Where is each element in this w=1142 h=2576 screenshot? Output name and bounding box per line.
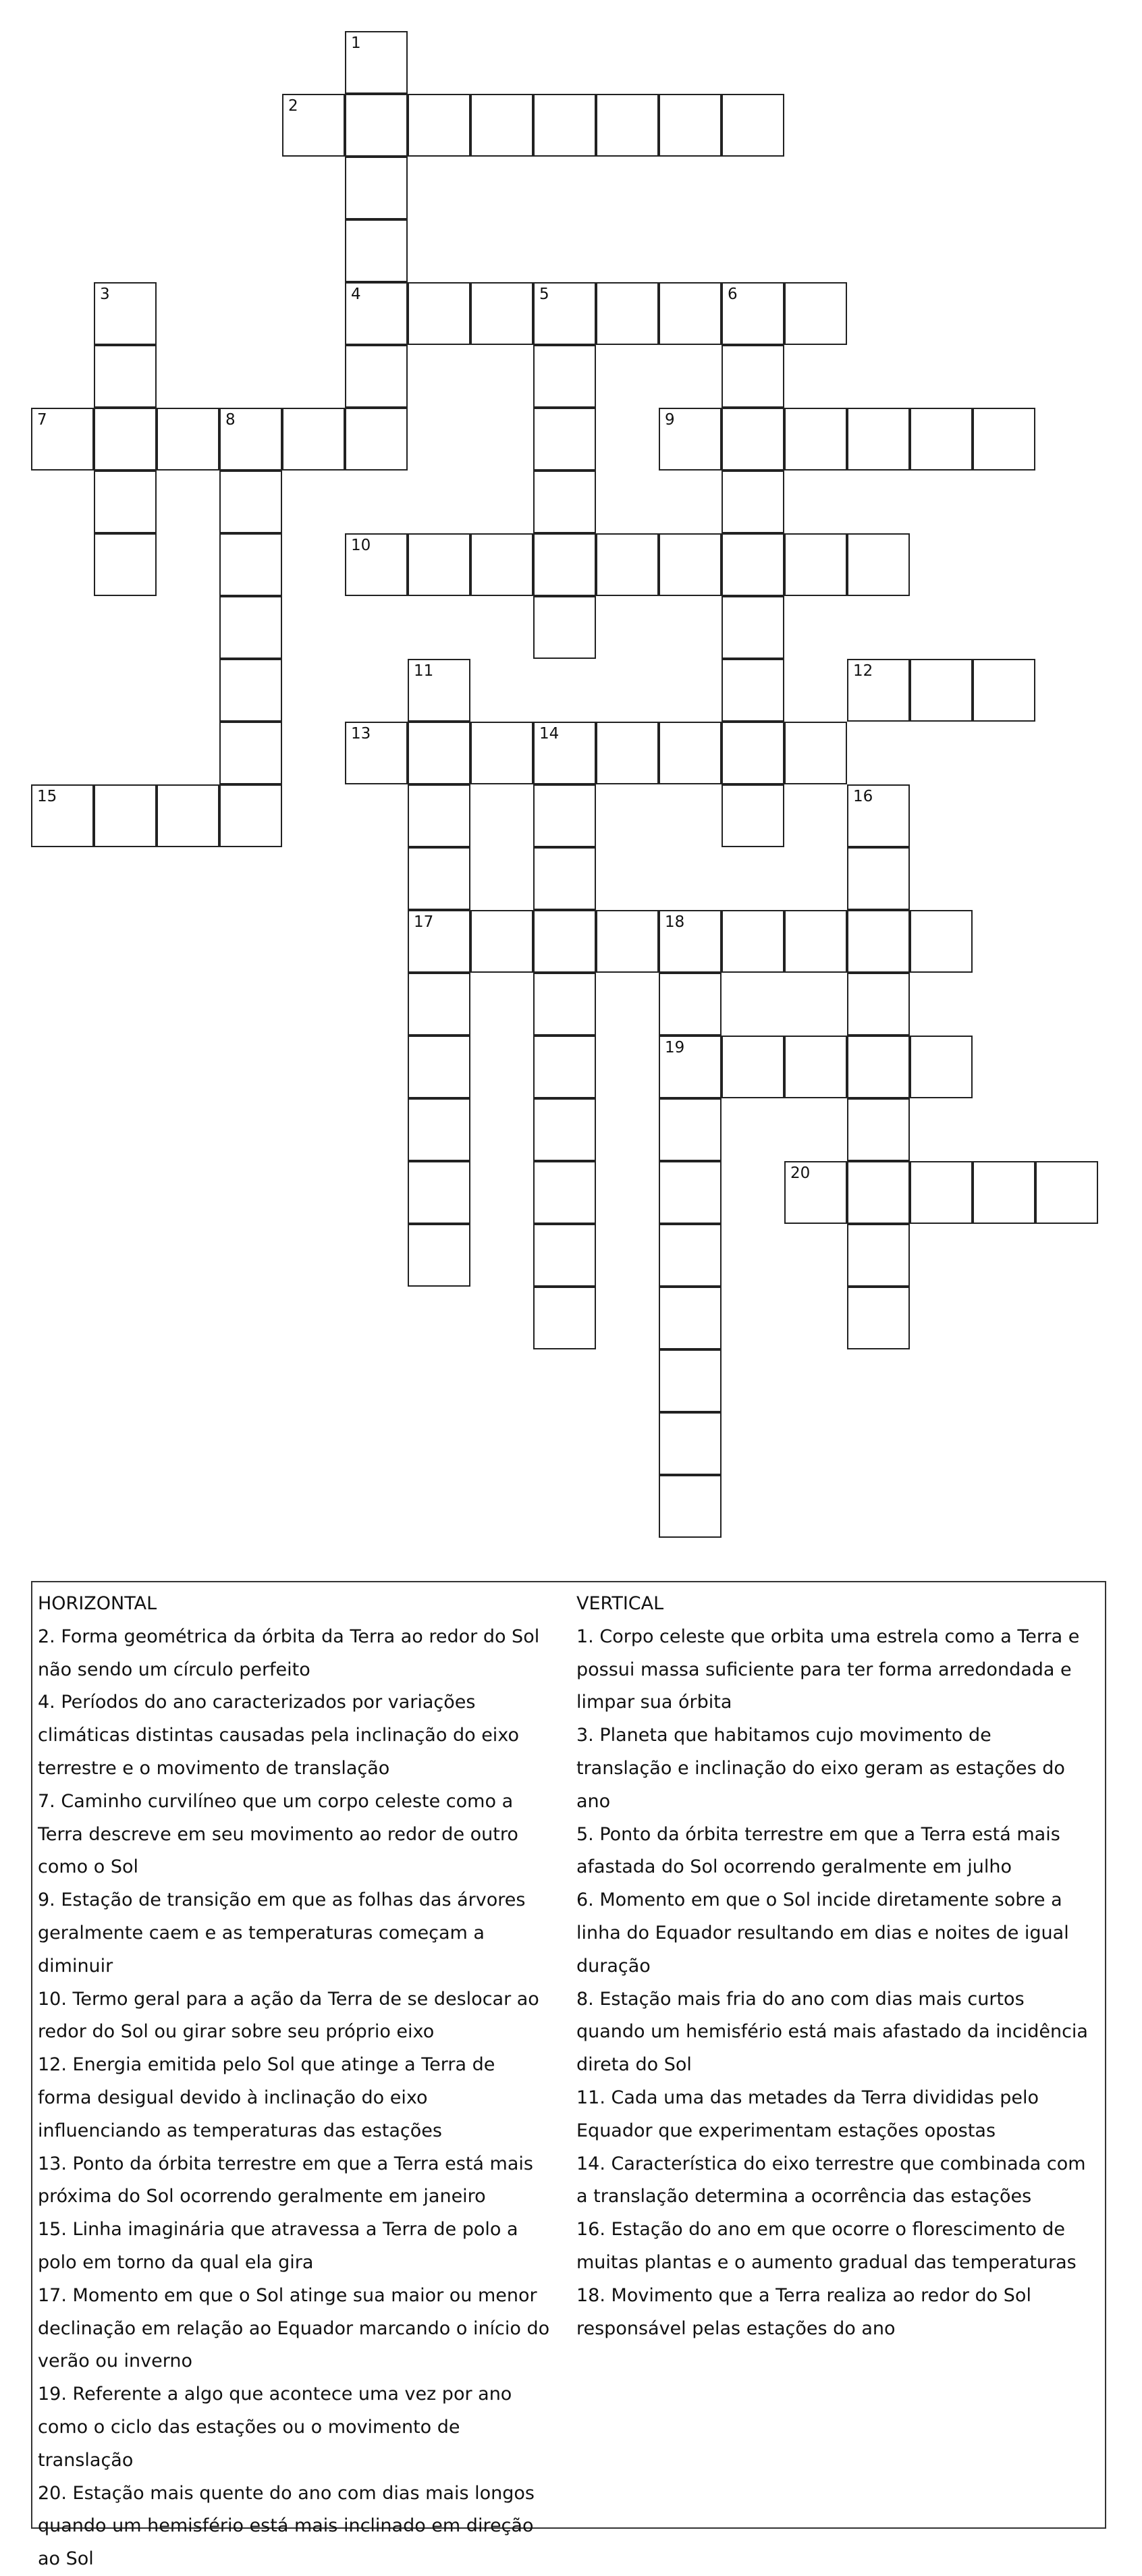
clue-text: 8. Estação mais fria do ano com dias mais curtos quando um hemisfério está mais afastado da incidência direta do Sol	[576, 1988, 1088, 2076]
grid-cell[interactable]	[533, 722, 596, 784]
grid-cell[interactable]	[659, 1475, 722, 1538]
clue-text: 17. Momento em que o Sol atinge sua maior ou menor declinação em relação ao Equador marcando o início do verão ou inverno	[38, 2284, 550, 2372]
grid-cell[interactable]	[784, 910, 847, 973]
grid-cell[interactable]	[408, 847, 470, 910]
vertical-clues-column	[576, 1588, 1089, 2345]
clues-box	[31, 1581, 1106, 2570]
grid-cell[interactable]	[345, 345, 408, 408]
grid-cell[interactable]	[659, 1412, 722, 1475]
grid-cell[interactable]	[973, 408, 1035, 471]
grid-cell[interactable]	[659, 1349, 722, 1412]
grid-cell[interactable]	[408, 1224, 470, 1287]
clue-number: 6	[728, 286, 738, 303]
clue-text: 9. Estação de transição em que as folhas das árvores geralmente caem e as temperaturas começam a diminuir	[38, 1889, 526, 1977]
grid-cell[interactable]	[470, 282, 533, 345]
horizontal-clues-column	[38, 1588, 551, 2576]
grid-cell[interactable]	[847, 910, 910, 973]
clue-number: 2	[288, 97, 298, 115]
grid-cell[interactable]	[219, 408, 282, 471]
grid-cell[interactable]	[408, 1036, 470, 1098]
grid-cell[interactable]	[408, 282, 470, 345]
vertical-heading: VERTICAL	[576, 1593, 664, 1614]
grid-cell[interactable]	[31, 408, 94, 471]
grid-cell[interactable]	[94, 345, 157, 408]
clue-number: 18	[665, 913, 685, 931]
grid-cell[interactable]	[596, 722, 659, 784]
grid-cell[interactable]	[722, 659, 784, 722]
clue-text: 6. Momento em que o Sol incide diretamente sobre a linha do Equador resultando em dias e noites de igual duração	[576, 1889, 1069, 1977]
clue-text: 15. Linha imaginária que atravessa a Terra de polo a polo em torno da qual ela gira	[38, 2219, 518, 2273]
grid-cell[interactable]	[470, 910, 533, 973]
grid-cell[interactable]	[94, 282, 157, 345]
grid-cell[interactable]	[784, 533, 847, 596]
grid-cell[interactable]	[282, 408, 345, 471]
clue-number: 4	[351, 286, 361, 303]
grid-cell[interactable]	[94, 533, 157, 596]
grid-cell[interactable]	[408, 94, 470, 157]
grid-cell[interactable]	[408, 533, 470, 596]
clue-number: 3	[100, 286, 110, 303]
clue-number: 1	[351, 34, 361, 52]
grid-cell[interactable]	[784, 408, 847, 471]
grid-cell[interactable]	[847, 973, 910, 1036]
grid-cell[interactable]	[1035, 1161, 1098, 1224]
grid-cell[interactable]	[408, 722, 470, 784]
grid-cell[interactable]	[533, 847, 596, 910]
grid-cell[interactable]	[533, 1036, 596, 1098]
clue-text: 10. Termo geral para a ação da Terra de se deslocar ao redor do Sol ou girar sobre seu próprio eixo	[38, 1988, 539, 2043]
clue-number: 10	[351, 537, 371, 554]
grid-cell[interactable]	[596, 533, 659, 596]
grid-cell[interactable]	[533, 596, 596, 659]
grid-cell[interactable]	[910, 1161, 973, 1224]
grid-cell[interactable]	[345, 533, 408, 596]
clue-text: 4. Períodos do ano caracterizados por variações climáticas distintas causadas pela inclinação do eixo terrestre e o movimento de translação	[38, 1692, 519, 1779]
clue-text: 2. Forma geométrica da órbita da Terra ao redor do Sol não sendo um círculo perfeito	[38, 1626, 540, 1680]
grid-cell[interactable]	[408, 910, 470, 973]
grid-cell[interactable]	[847, 1287, 910, 1349]
grid-cell[interactable]	[408, 659, 470, 722]
grid-cell[interactable]	[219, 596, 282, 659]
grid-cell[interactable]	[659, 1098, 722, 1161]
grid-cell[interactable]	[722, 910, 784, 973]
grid-cell[interactable]	[847, 1161, 910, 1224]
clue-number: 13	[351, 725, 371, 743]
clue-text: 14. Característica do eixo terrestre que combinada com a translação determina a ocorrência das estações	[576, 2153, 1086, 2207]
grid-cell[interactable]	[31, 784, 94, 847]
grid-cell[interactable]	[345, 722, 408, 784]
grid-cell[interactable]	[533, 973, 596, 1036]
clue-number: 14	[539, 725, 560, 743]
grid-cell[interactable]	[722, 408, 784, 471]
grid-cell[interactable]	[847, 659, 910, 722]
grid-cell[interactable]	[533, 1224, 596, 1287]
grid-cell[interactable]	[847, 847, 910, 910]
horizontal-heading: HORIZONTAL	[38, 1593, 157, 1614]
grid-cell[interactable]	[533, 1098, 596, 1161]
grid-cell[interactable]	[722, 722, 784, 784]
grid-cell[interactable]	[784, 1161, 847, 1224]
clue-number: 15	[37, 788, 57, 805]
clue-number: 12	[853, 662, 873, 680]
grid-cell[interactable]	[408, 784, 470, 847]
grid-cell[interactable]	[910, 659, 973, 722]
clue-text: 18. Movimento que a Terra realiza ao redor do Sol responsável pelas estações do ano	[576, 2284, 1031, 2339]
clue-number: 8	[225, 411, 236, 429]
clue-number: 20	[790, 1164, 811, 1182]
grid-cell[interactable]	[94, 408, 157, 471]
grid-cell[interactable]	[533, 282, 596, 345]
grid-cell[interactable]	[973, 1161, 1035, 1224]
grid-cell[interactable]	[722, 94, 784, 157]
grid-cell[interactable]	[722, 282, 784, 345]
grid-cell[interactable]	[533, 94, 596, 157]
grid-cell[interactable]	[722, 533, 784, 596]
clue-text: 19. Referente a algo que acontece uma vez por ano como o ciclo das estações ou o movimento de translação	[38, 2384, 512, 2471]
grid-cell[interactable]	[219, 784, 282, 847]
grid-cell[interactable]	[659, 910, 722, 973]
grid-cell[interactable]	[659, 1036, 722, 1098]
grid-cell[interactable]	[219, 659, 282, 722]
grid-cell[interactable]	[847, 784, 910, 847]
grid-cell[interactable]	[847, 1224, 910, 1287]
grid-cell[interactable]	[470, 533, 533, 596]
grid-cell[interactable]	[533, 784, 596, 847]
grid-cell[interactable]	[659, 533, 722, 596]
clue-number: 9	[665, 411, 675, 429]
grid-cell[interactable]	[345, 31, 408, 94]
grid-cell[interactable]	[345, 282, 408, 345]
grid-cell[interactable]	[470, 722, 533, 784]
grid-cell[interactable]	[282, 94, 345, 157]
grid-cell[interactable]	[659, 973, 722, 1036]
grid-cell[interactable]	[470, 94, 533, 157]
grid-cell[interactable]	[659, 1224, 722, 1287]
grid-cell[interactable]	[784, 1036, 847, 1098]
grid-cell[interactable]	[659, 1161, 722, 1224]
grid-cell[interactable]	[659, 408, 722, 471]
clue-number: 5	[539, 286, 549, 303]
grid-cell[interactable]	[345, 157, 408, 219]
grid-cell[interactable]	[659, 94, 722, 157]
grid-cell[interactable]	[533, 471, 596, 533]
grid-cell[interactable]	[219, 533, 282, 596]
grid-cell[interactable]	[533, 408, 596, 471]
clue-number: 11	[414, 662, 434, 680]
clue-text: 12. Energia emitida pelo Sol que atinge a Terra de forma desigual devido à inclinação do eixo influenciando as temperaturas das estações	[38, 2054, 495, 2141]
grid-cell[interactable]	[533, 533, 596, 596]
grid-cell[interactable]	[533, 1287, 596, 1349]
grid-cell[interactable]	[722, 345, 784, 408]
grid-cell[interactable]	[157, 408, 219, 471]
grid-cell[interactable]	[659, 722, 722, 784]
grid-cell[interactable]	[345, 408, 408, 471]
grid-cell[interactable]	[94, 471, 157, 533]
clue-number: 19	[665, 1039, 685, 1056]
grid-cell[interactable]	[157, 784, 219, 847]
grid-cell[interactable]	[345, 219, 408, 282]
grid-cell[interactable]	[345, 94, 408, 157]
grid-cell[interactable]	[408, 973, 470, 1036]
clue-text: 1. Corpo celeste que orbita uma estrela como a Terra e possui massa suficiente para ter forma arredondada e limpar sua órbita	[576, 1626, 1080, 1713]
grid-cell[interactable]	[596, 94, 659, 157]
grid-cell[interactable]	[408, 1098, 470, 1161]
grid-cell[interactable]	[722, 784, 784, 847]
grid-cell[interactable]	[847, 533, 910, 596]
clue-number: 16	[853, 788, 873, 805]
grid-cell[interactable]	[596, 910, 659, 973]
grid-cell[interactable]	[847, 408, 910, 471]
grid-cell[interactable]	[533, 910, 596, 973]
clue-text: 11. Cada uma das metades da Terra divididas pelo Equador que experimentam estações opostas	[576, 2087, 1039, 2141]
grid-cell[interactable]	[847, 1036, 910, 1098]
grid-cell[interactable]	[910, 408, 973, 471]
grid-cell[interactable]	[659, 282, 722, 345]
clue-number: 7	[37, 411, 47, 429]
grid-cell[interactable]	[94, 784, 157, 847]
horizontal-clue-list	[38, 1621, 551, 2576]
grid-cell[interactable]	[533, 345, 596, 408]
clue-text: 16. Estação do ano em que ocorre o florescimento de muitas plantas e o aumento gradual das temperaturas	[576, 2219, 1077, 2273]
grid-cell[interactable]	[219, 471, 282, 533]
grid-cell[interactable]	[910, 1036, 973, 1098]
clue-text: 20. Estação mais quente do ano com dias mais longos quando um hemisfério está mais inclinado em direção ao Sol	[38, 2482, 535, 2570]
clue-text: 7. Caminho curvilíneo que um corpo celeste como a Terra descreve em seu movimento ao redor de outro como o Sol	[38, 1790, 518, 1878]
grid-cell[interactable]	[408, 1161, 470, 1224]
grid-cell[interactable]	[722, 1036, 784, 1098]
vertical-clue-list	[576, 1621, 1089, 2346]
clue-text: 3. Planeta que habitamos cujo movimento de translação e inclinação do eixo geram as estações do ano	[576, 1725, 1065, 1812]
clue-text: 5. Ponto da órbita terrestre em que a Terra está mais afastada do Sol ocorrendo geralmente em julho	[576, 1823, 1060, 1878]
grid-cell[interactable]	[784, 722, 847, 784]
grid-cell[interactable]	[973, 659, 1035, 722]
grid-cell[interactable]	[722, 471, 784, 533]
grid-cell[interactable]	[659, 1287, 722, 1349]
grid-cell[interactable]	[219, 722, 282, 784]
clue-text: 13. Ponto da órbita terrestre em que a Terra está mais próxima do Sol ocorrendo geralmente em janeiro	[38, 2153, 533, 2207]
grid-cell[interactable]	[596, 282, 659, 345]
grid-cell[interactable]	[910, 910, 973, 973]
grid-cell[interactable]	[722, 596, 784, 659]
grid-cell[interactable]	[533, 1161, 596, 1224]
clue-number: 17	[414, 913, 434, 931]
grid-cell[interactable]	[847, 1098, 910, 1161]
grid-cell[interactable]	[784, 282, 847, 345]
